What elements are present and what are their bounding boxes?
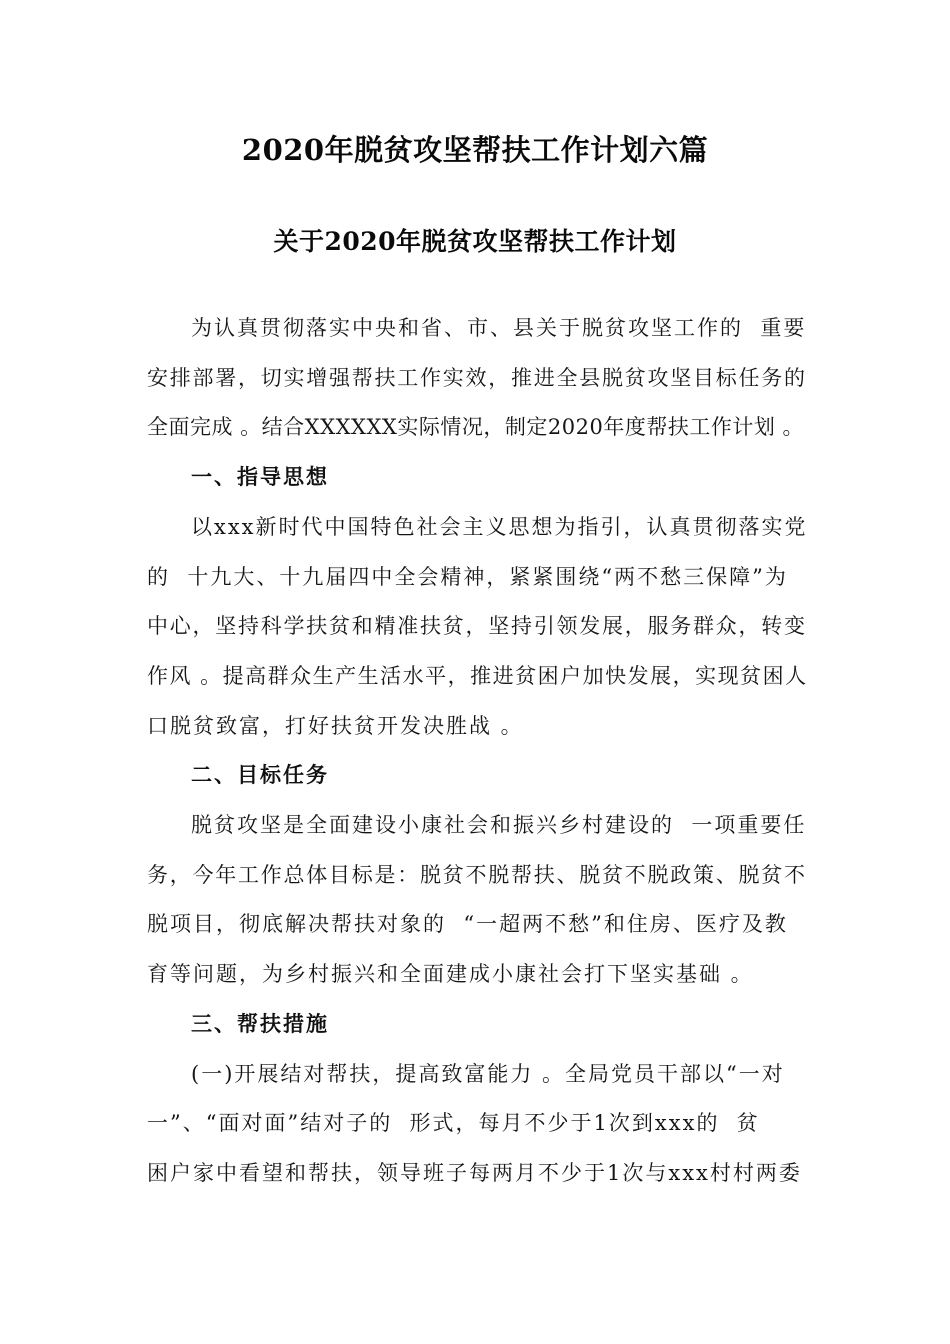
paragraph-line: 务，今年工作总体目标是：脱贫不脱帮扶、脱贫不脱政策、脱贫不 (147, 863, 807, 887)
paragraph-line: 作风 。提高群众生产生活水平，推进贫困户加快发展，实现贫困人 (147, 664, 808, 688)
paragraph-line: 育等问题，为乡村振兴和全面建成小康社会打下坚实基础 。 (147, 962, 754, 986)
document-subtitle: 关于2020年脱贫攻坚帮扶工作计划 (273, 227, 677, 256)
paragraph-line: 以xxx新时代中国特色社会主义思想为指引，认真贯彻落实党 (191, 515, 808, 539)
paragraph-line: 中心，坚持科学扶贫和精准扶贫，坚持引领发展，服务群众，转变 (147, 614, 807, 638)
paragraph-line: 为认真贯彻落实中央和省、市、县关于脱贫攻坚工作的 重要 (191, 316, 807, 340)
paragraph-line: 脱项目，彻底解决帮扶对象的 “一超两不愁”和住房、医疗及教 (147, 912, 788, 936)
paragraph-line: 的 十九大、十九届四中全会精神，紧紧围绕“两不愁三保障”为 (147, 565, 788, 589)
paragraph-line: 脱贫攻坚是全面建设小康社会和振兴乡村建设的 一项重要任 (191, 813, 807, 837)
section-heading: 二、目标任务 (191, 763, 329, 787)
paragraph-line: 口脱贫致富，打好扶贫开发决胜战 。 (147, 714, 524, 738)
paragraph-line: (一)开展结对帮扶，提高致富能力 。全局党员干部以“一对 (191, 1062, 785, 1086)
paragraph-line: 困户家中看望和帮扶，领导班子每两月不少于1次与xxx村村两委 (147, 1161, 802, 1185)
section-heading: 三、帮扶措施 (191, 1012, 329, 1036)
paragraph-line: 全面完成 。结合XXXXXX实际情况，制定2020年度帮扶工作计划 。 (147, 415, 804, 439)
document-title: 2020年脱贫攻坚帮扶工作计划六篇 (241, 133, 709, 167)
section-heading: 一、指导思想 (191, 465, 329, 489)
paragraph-line: 一”、“面对面”结对子的 形式，每月不少于1次到xxx的 贫 (147, 1111, 760, 1135)
paragraph-line: 安排部署，切实增强帮扶工作实效，推进全县脱贫攻坚目标任务的 (147, 366, 807, 390)
